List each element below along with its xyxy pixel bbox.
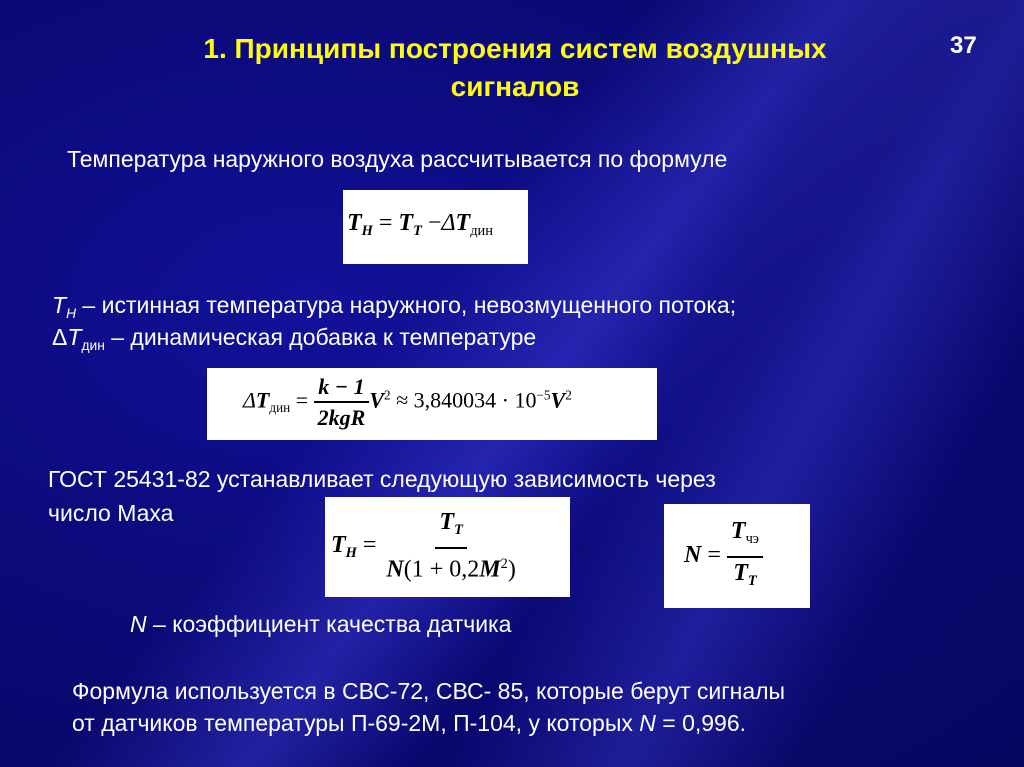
formula3-den-m: M [479, 556, 501, 583]
formula1-lhs-sub: H [361, 223, 373, 240]
formula3-eq: = [362, 531, 377, 558]
formula2-eq: = [295, 387, 309, 413]
page-number: 37 [950, 32, 977, 59]
formula-quality-coefficient [664, 504, 810, 608]
gost-line-2: число Маха [48, 500, 174, 526]
formula3-lhs-sub: H [345, 544, 357, 561]
formula3-num-sub: T [454, 522, 463, 539]
intro-text: Температура наружного воздуха рассчитывается по формуле [67, 146, 728, 172]
formula4-den-sub: T [747, 572, 757, 589]
formula3-den-exp: 2 [500, 555, 508, 572]
title-line-2: сигналов [450, 71, 580, 102]
formula4-den-t: T [733, 559, 748, 586]
footer-line-2-b: = 0,996. [655, 710, 747, 736]
formula2-numerator: k − 1 [314, 374, 368, 403]
formula3-numerator [435, 509, 466, 549]
definition-th-text: – истинная температура наружного, невозмущенного потока; [76, 292, 737, 318]
formula2-v2: V [550, 387, 566, 413]
footer-line-2-a: от датчиков температуры П-69-2М, П-104, у которых [72, 710, 640, 736]
formula3-den-n: N [386, 556, 404, 583]
formula4-lhs: N [684, 542, 702, 569]
formula2-denominator: 2kgR [317, 405, 366, 431]
formula3-fraction [382, 509, 519, 584]
definition-dt-delta: Δ [52, 324, 68, 350]
definition-dt-sub: дин [81, 337, 105, 353]
formula1-lhs: T [347, 210, 362, 236]
formula4-denominator [729, 558, 760, 596]
formula4-numerator [727, 518, 763, 558]
formula1-minus: − [427, 210, 442, 236]
formula1-t2: T [455, 210, 471, 236]
formula3-num-t: T [439, 509, 455, 535]
formula2-delta: Δ [243, 387, 256, 413]
formula2-approx: ≈ 3,840034 · 10 [396, 387, 537, 413]
formula3-den-paren: (1 + 0,2 [403, 556, 480, 583]
formula2-v: V [369, 387, 384, 413]
formula2-exp3: 2 [565, 387, 572, 403]
formula1-t2-sub: дин [470, 223, 493, 240]
formula-mach [325, 497, 570, 597]
gost-line-1: ГОСТ 25431-82 устанавливает следующую зависимость через [48, 466, 716, 492]
definition-n [130, 609, 511, 639]
formula3-den-close: ) [507, 556, 516, 583]
footer-line-2-n: N [639, 710, 656, 736]
definition-dt [52, 322, 536, 361]
definition-n-text: – коэффициент качества датчика [146, 611, 512, 637]
formula2-exp: 2 [384, 387, 391, 403]
formula2-fraction [314, 374, 370, 431]
definition-dt-text: – динамическая добавка к температуре [104, 324, 537, 350]
formula1-delta: Δ [441, 210, 456, 236]
formula4-eq: = [707, 542, 721, 569]
formula1-t1-sub: T [413, 223, 422, 240]
definition-th-sub: H [66, 305, 77, 321]
formula3-denominator [382, 549, 519, 584]
formula-dynamic-addition [207, 368, 657, 440]
slide-title [100, 30, 930, 106]
formula4-fraction [727, 518, 763, 595]
formula-temperature [343, 190, 528, 264]
formula2-t-sub: дин [269, 399, 291, 415]
formula4-num-t: T [730, 518, 746, 544]
definition-n-symbol: N [130, 611, 147, 637]
formula2-exp2: −5 [536, 387, 551, 403]
title-line-1: 1. Принципы построения систем воздушных [203, 33, 827, 64]
footer-line-2 [72, 708, 746, 738]
definition-dt-symbol: T [67, 324, 82, 350]
formula4-num-sub: чэ [745, 531, 759, 548]
footer-line-1: Формула используется в СВС-72, СВС- 85, которые берут сигналы [72, 678, 786, 704]
definition-th-symbol: T [52, 292, 67, 318]
formula3-lhs: T [331, 531, 346, 558]
formula1-eq: = [378, 210, 393, 236]
formula1-t1: T [398, 210, 414, 236]
formula2-t: T [255, 387, 270, 413]
